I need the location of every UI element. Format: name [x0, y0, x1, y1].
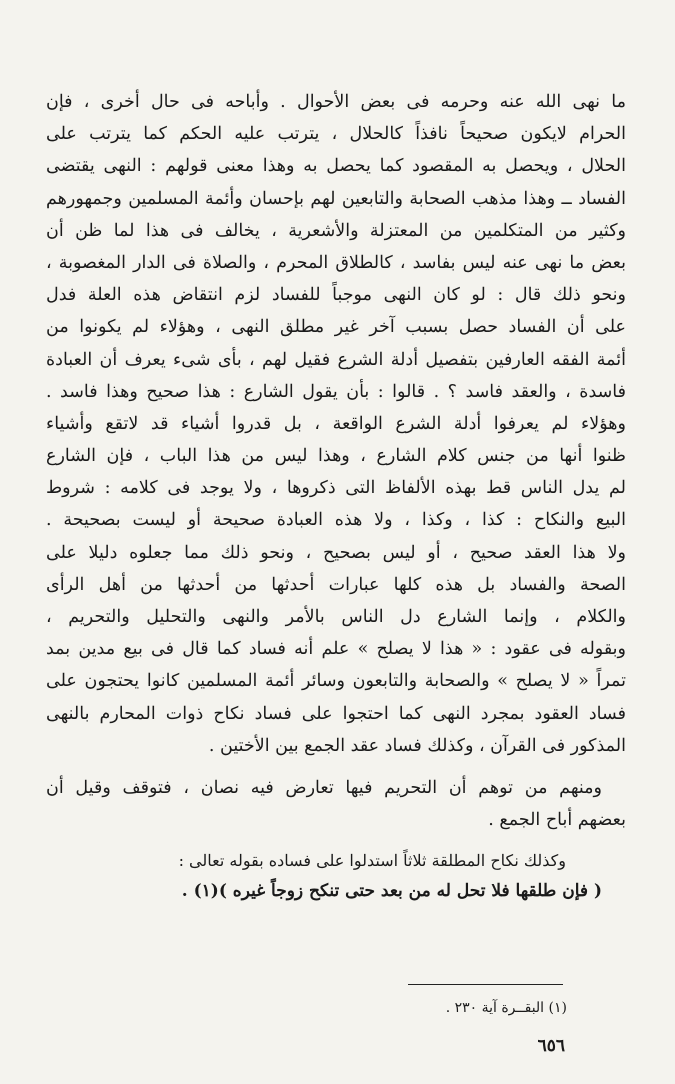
text-line: الصحة والفساد بل هذه كلها عبارات أحدثها من أحدثها من أهل الرأى — [46, 574, 626, 595]
text-line: ولا هذا العقد صحيح ، أو ليس بصحيح ، ونحو ذلك مما جعلوه دليلا على — [46, 542, 626, 563]
verse-intro-line: وكذلك نكاح المطلقة ثلاثاً استدلوا على فساده بقوله تعالى : — [178, 851, 566, 871]
text-line: الفساد ــ وهذا مذهب الصحابة والتابعين لهم بإحسان وأئمة المسلمين وجمهورهم — [46, 188, 626, 209]
text-line: بعضهم أباح الجمع . — [488, 810, 626, 831]
text-line: لم يدل الناس قط بهذه الألفاظ التى ذكروها ، ولا يوجد فى كلامه : شروط — [46, 478, 626, 499]
second-paragraph — [46, 772, 626, 836]
page-body — [46, 86, 626, 906]
text-line: فاسدة ، والعقد فاسد ؟ . قالوا : بأن يقول الشارع : هذا صحيح وهذا فاسد . — [46, 381, 626, 402]
text-line: وكثير من المتكلمين من المعتزلة والأشعرية ، يخالف فى هذا لما ظن أن — [46, 220, 626, 241]
text-line: بعض ما نهى عنه ليس بفاسد ، كالطلاق المحرم ، والصلاة فى الدار المغصوبة ، — [46, 252, 626, 273]
text-line: ونحو ذلك قال : لو كان النهى موجباً للفساد لزم انتقاض هذه العلة فدل — [46, 285, 626, 306]
footnote-divider — [408, 984, 563, 985]
text-line: والكلام ، وإنما الشارع دل الناس بالأمر والنهى والتحليل والتحريم ، — [46, 607, 626, 627]
text-line: وهؤلاء لم يعرفوا أدلة الشرع الواقعة ، بل قدروا أشياء قد لاتقع وأشياء — [46, 413, 626, 434]
main-paragraph — [46, 86, 626, 762]
text-line: ما نهى الله عنه وحرمه فى بعض الأحوال . وأباحه فى حال أخرى ، فإن — [46, 92, 626, 112]
text-line: فساد العقود بمجرد النهى كما احتجوا على فساد نكاح ذوات المحارم بالنهى — [46, 703, 626, 724]
text-line: وبقوله فى عقود : « هذا لا يصلح » علم أنه فساد كما قال فى بيع مدين بمد — [46, 639, 626, 660]
text-line: الحلال ، ويحصل به المقصود كما يحصل به وهذا معنى قولهم : النهى يقتضى — [46, 156, 626, 177]
footnote: (١) البقــرة آية ٢٣٠ . — [445, 1000, 567, 1016]
text-line: الحرام لايكون صحيحاً نافذاً كالحلال ، يترتب عليه الحكم كما يترتب على — [46, 124, 626, 145]
text-line: ومنهم من توهم أن التحريم فيها تعارض فيه نصان ، فتوقف وقيل أن — [46, 777, 602, 798]
quran-verse: ( فإن طلقها فلا تحل له من بعد حتى تنكح زوجاً غيره )(١) . — [181, 881, 602, 902]
page-number: ٦٥٦ — [537, 1036, 565, 1056]
text-line: ظنوا أنها من جنس كلام الشارع ، وهذا ليس من هذا الباب ، فإن الشارع — [46, 446, 626, 467]
text-line: البيع والنكاح : كذا ، وكذا ، ولا هذه العبادة صحيحة أو ليست بصحيحة . — [46, 510, 626, 531]
text-line: تمراً « لا يصلح » والصحابة والتابعون وسائر أئمة المسلمين كانوا يحتجون على — [46, 671, 626, 692]
text-line: أئمة الفقه العارفين بتفصيل أدلة الشرع فقيل لهم ، بأى شىء يعرف أن العبادة — [46, 349, 626, 370]
text-line: على أن الفساد حصل بسبب آخر غير مطلق النهى ، وهؤلاء لم يكونوا من — [46, 317, 626, 338]
text-line: المذكور فى القرآن ، وكذلك فساد عقد الجمع بين الأختين . — [208, 735, 626, 756]
